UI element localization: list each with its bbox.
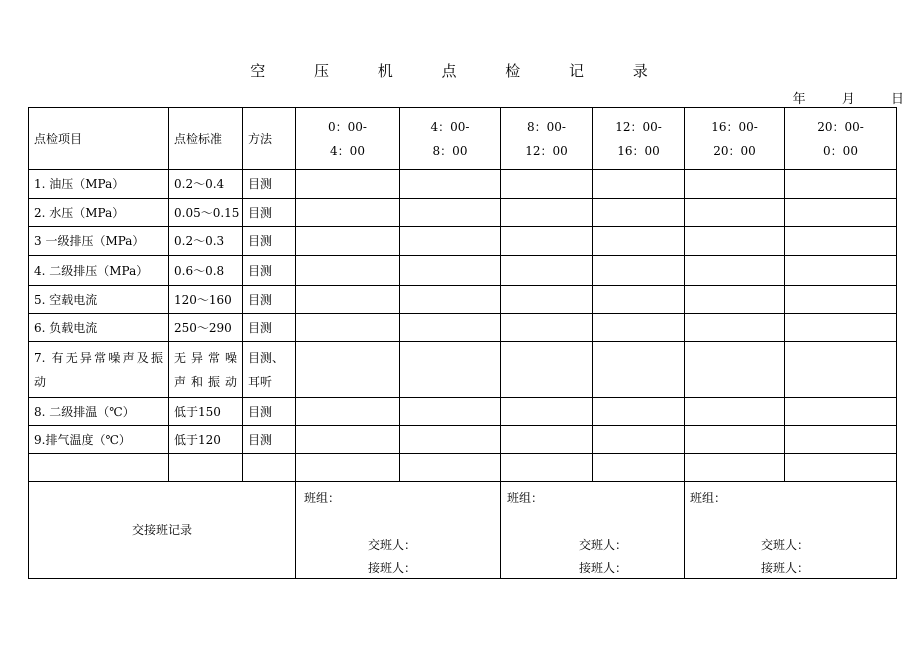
- record-cell[interactable]: [296, 227, 400, 256]
- header-slot-6: 20：00- 0：00: [785, 108, 897, 170]
- header-standard: 点检标准: [169, 108, 243, 170]
- record-cell[interactable]: [296, 314, 400, 342]
- record-cell[interactable]: [296, 342, 400, 398]
- record-cell[interactable]: [785, 342, 897, 398]
- record-cell[interactable]: [685, 342, 785, 398]
- record-cell[interactable]: [685, 454, 785, 482]
- header-method: 方法: [243, 108, 296, 170]
- table-row: [29, 342, 897, 398]
- record-cell[interactable]: [593, 256, 685, 286]
- handover-by-label: 交班人：: [761, 538, 810, 552]
- table-row: [29, 426, 897, 454]
- table-row: [29, 170, 897, 199]
- item-cell: 4. 二级排压（MPa）: [29, 256, 169, 286]
- record-cell[interactable]: [400, 256, 501, 286]
- header-slot-1: 0：00- 4：00: [296, 108, 400, 170]
- method-cell: 目测: [243, 256, 296, 286]
- header-slot-2: 4：00- 8：00: [400, 108, 501, 170]
- record-cell[interactable]: [593, 227, 685, 256]
- item-cell: 2. 水压（MPa）: [29, 199, 169, 227]
- record-cell[interactable]: [296, 199, 400, 227]
- date-line: [761, 88, 904, 107]
- team-label: 班组：: [507, 491, 544, 505]
- record-cell[interactable]: [593, 342, 685, 398]
- item-cell: 7. 有无异常噪声及振 动: [29, 342, 169, 398]
- method-cell: 目测: [243, 426, 296, 454]
- table-row: [29, 314, 897, 342]
- record-cell[interactable]: [400, 398, 501, 426]
- record-cell[interactable]: [400, 227, 501, 256]
- record-cell[interactable]: [296, 426, 400, 454]
- method-cell: 目测: [243, 398, 296, 426]
- empty-row: [29, 454, 897, 482]
- handover-shift-2[interactable]: [501, 482, 685, 579]
- date-day: 日: [890, 92, 904, 107]
- method-cell: 目测、 耳听: [243, 342, 296, 398]
- item-cell: 3 一级排压（MPa）: [29, 227, 169, 256]
- record-cell[interactable]: [400, 170, 501, 199]
- record-cell[interactable]: [501, 454, 593, 482]
- empty-cell[interactable]: [169, 454, 243, 482]
- table-row: [29, 256, 897, 286]
- record-cell[interactable]: [501, 426, 593, 454]
- record-cell[interactable]: [400, 454, 501, 482]
- header-row: [29, 108, 897, 170]
- handover-label: 交接班记录: [29, 482, 296, 579]
- record-cell[interactable]: [501, 342, 593, 398]
- standard-cell: 0.2～0.3: [169, 227, 243, 256]
- record-cell[interactable]: [785, 227, 897, 256]
- header-slot-3: 8：00- 12：00: [501, 108, 593, 170]
- table-row: [29, 286, 897, 314]
- record-cell[interactable]: [593, 314, 685, 342]
- record-cell[interactable]: [593, 199, 685, 227]
- record-cell[interactable]: [400, 342, 501, 398]
- record-cell[interactable]: [593, 286, 685, 314]
- record-cell[interactable]: [785, 314, 897, 342]
- standard-cell: 0.6～0.8: [169, 256, 243, 286]
- record-cell[interactable]: [785, 256, 897, 286]
- record-cell[interactable]: [593, 454, 685, 482]
- item-cell: 1. 油压（MPa）: [29, 170, 169, 199]
- record-cell[interactable]: [685, 199, 785, 227]
- standard-cell: 低于150: [169, 398, 243, 426]
- standard-cell: 120～160: [169, 286, 243, 314]
- record-cell[interactable]: [785, 286, 897, 314]
- team-label: 班组：: [690, 491, 727, 505]
- item-cell: 5. 空载电流: [29, 286, 169, 314]
- record-cell[interactable]: [501, 314, 593, 342]
- record-cell[interactable]: [685, 426, 785, 454]
- item-cell: 6. 负载电流: [29, 314, 169, 342]
- empty-cell[interactable]: [29, 454, 169, 482]
- item-cell: 8. 二级排温（℃）: [29, 398, 169, 426]
- record-cell[interactable]: [501, 227, 593, 256]
- date-month: 月: [841, 92, 855, 107]
- record-cell[interactable]: [501, 256, 593, 286]
- page-title: 空 压 机 点 检 记 录: [250, 62, 670, 80]
- handover-by-label: 交班人：: [579, 538, 628, 552]
- record-cell[interactable]: [296, 286, 400, 314]
- record-cell[interactable]: [501, 170, 593, 199]
- header-slot-4: 12：00- 16：00: [593, 108, 685, 170]
- record-cell[interactable]: [785, 170, 897, 199]
- record-cell[interactable]: [785, 426, 897, 454]
- header-slot-5: 16：00- 20：00: [685, 108, 785, 170]
- table-row: [29, 227, 897, 256]
- standard-cell: 低于120: [169, 426, 243, 454]
- record-cell[interactable]: [685, 398, 785, 426]
- inspection-table: [28, 107, 897, 579]
- method-cell: 目测: [243, 227, 296, 256]
- record-cell[interactable]: [685, 314, 785, 342]
- record-cell[interactable]: [296, 398, 400, 426]
- record-cell[interactable]: [593, 398, 685, 426]
- record-cell[interactable]: [400, 314, 501, 342]
- method-cell: 目测: [243, 314, 296, 342]
- record-cell[interactable]: [501, 286, 593, 314]
- empty-cell[interactable]: [243, 454, 296, 482]
- record-cell[interactable]: [685, 286, 785, 314]
- method-cell: 目测: [243, 286, 296, 314]
- record-cell[interactable]: [593, 170, 685, 199]
- handover-row: [29, 482, 897, 579]
- handover-by-label: 交班人：: [368, 538, 417, 552]
- method-cell: 目测: [243, 199, 296, 227]
- method-cell: 目测: [243, 170, 296, 199]
- standard-cell: 无异常噪 声和振动: [169, 342, 243, 398]
- record-cell[interactable]: [785, 199, 897, 227]
- standard-cell: 0.05～0.15: [169, 199, 243, 227]
- record-cell[interactable]: [501, 199, 593, 227]
- takeover-by-label: 接班人：: [368, 561, 417, 575]
- date-year: 年: [792, 92, 806, 107]
- takeover-by-label: 接班人：: [579, 561, 628, 575]
- record-cell[interactable]: [685, 256, 785, 286]
- table-row: [29, 398, 897, 426]
- record-cell[interactable]: [400, 426, 501, 454]
- record-cell[interactable]: [400, 286, 501, 314]
- record-cell[interactable]: [785, 454, 897, 482]
- record-cell[interactable]: [785, 398, 897, 426]
- standard-cell: 250～290: [169, 314, 243, 342]
- record-cell[interactable]: [685, 227, 785, 256]
- standard-cell: 0.2～0.4: [169, 170, 243, 199]
- table-row: [29, 199, 897, 227]
- record-cell[interactable]: [400, 199, 501, 227]
- record-cell[interactable]: [296, 454, 400, 482]
- record-cell[interactable]: [593, 426, 685, 454]
- record-cell[interactable]: [685, 170, 785, 199]
- item-cell: 9.排气温度（℃）: [29, 426, 169, 454]
- record-cell[interactable]: [501, 398, 593, 426]
- record-cell[interactable]: [296, 256, 400, 286]
- record-cell[interactable]: [296, 170, 400, 199]
- handover-shift-1[interactable]: [296, 482, 501, 579]
- handover-shift-3[interactable]: [685, 482, 897, 579]
- takeover-by-label: 接班人：: [761, 561, 810, 575]
- team-label: 班组：: [304, 491, 341, 505]
- header-item: 点检项目: [29, 108, 169, 170]
